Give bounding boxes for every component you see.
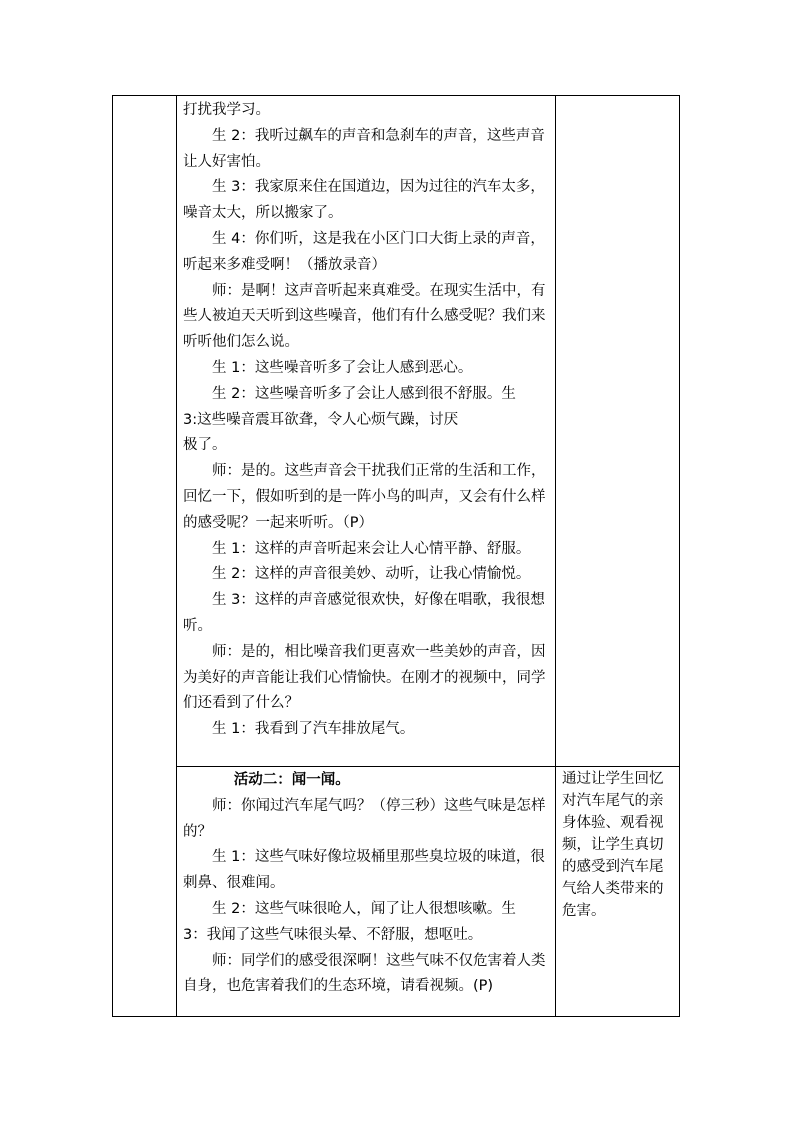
row-divider xyxy=(176,766,679,767)
paragraph: 生 2：这些气味很呛人，闻了让人很想咳嗽。生 xyxy=(212,900,516,917)
paragraph: 生 2：这些噪音听多了会让人感到很不舒服。生 xyxy=(212,385,516,402)
paragraph: 师：你闻过汽车尾气吗？（停三秒）这些气味是怎样的？ xyxy=(183,797,546,840)
paragraph: 师：同学们的感受很深啊！这些气味不仅危害着人类自身，也危害着我们的生态环境，请看视频。(P) xyxy=(183,952,546,995)
paragraph: 生 2：我听过飙车的声音和急刹车的声音，这些声音让人好害怕。 xyxy=(183,127,545,170)
section2-content xyxy=(183,768,555,1000)
design-intent-text: 通过让学生回忆对汽车尾气的亲身体验、观看视频，让学生真切的感受到汽车尾气给人类带来的危害。 xyxy=(562,771,664,919)
paragraph: 生 1：这些噪音听多了会让人感到恶心。 xyxy=(212,359,473,376)
activity-heading: 活动二：闻一闻。 xyxy=(233,772,350,788)
paragraph: 生 4：你们听，这是我在小区门口大街上录的声音，听起来多难受啊！（播放录音） xyxy=(183,230,545,273)
paragraph: 生 2：这样的声音很美妙、动听，让我心情愉悦。 xyxy=(212,566,531,583)
paragraph: 师：是的，相比噪音我们更喜欢一些美妙的声音，因为美好的声音能让我们心情愉快。在刚才的视频中，同学们还看到了什么？ xyxy=(183,643,546,712)
paragraph: 生 1：这样的声音听起来会让人心情平静、舒服。 xyxy=(212,540,531,557)
paragraph: 生 1：这些气味好像垃圾桶里那些臭垃圾的味道，很刺鼻、很难闻。 xyxy=(183,849,545,892)
paragraph: 生 3：我家原来住在国道边，因为过往的汽车太多，噪音太大，所以搬家了。 xyxy=(183,179,545,222)
section1-content xyxy=(183,98,555,743)
design-intent-cell xyxy=(562,768,677,922)
column-divider-left xyxy=(176,96,177,1016)
paragraph: 生 3：这样的声音感觉很欢快，好像在唱歌，我很想听。 xyxy=(183,592,545,634)
paragraph: 师：是的。这些声音会干扰我们正常的生活和工作，回忆一下，假如听到的是一阵小鸟的叫声，又会有什么样的感受呢？一起来听听。（P） xyxy=(183,463,546,531)
paragraph: 打扰我学习。 xyxy=(183,102,270,118)
paragraph: 3:这些噪音震耳欲聋，令人心烦气躁，讨厌 xyxy=(183,411,459,428)
column-divider-right xyxy=(555,96,556,1016)
lesson-plan-table xyxy=(112,95,680,1017)
paragraph: 3：我闻了这些气味很头晕、不舒服，想呕吐。 xyxy=(183,926,483,943)
paragraph: 极了。 xyxy=(183,437,227,454)
paragraph: 师：是啊！这声音听起来真难受。在现实生活中，有些人被迫天天听到这些噪音，他们有什么感受呢？我们来听听他们怎么说。 xyxy=(183,282,546,351)
paragraph: 生 1：我看到了汽车排放尾气。 xyxy=(212,721,415,738)
